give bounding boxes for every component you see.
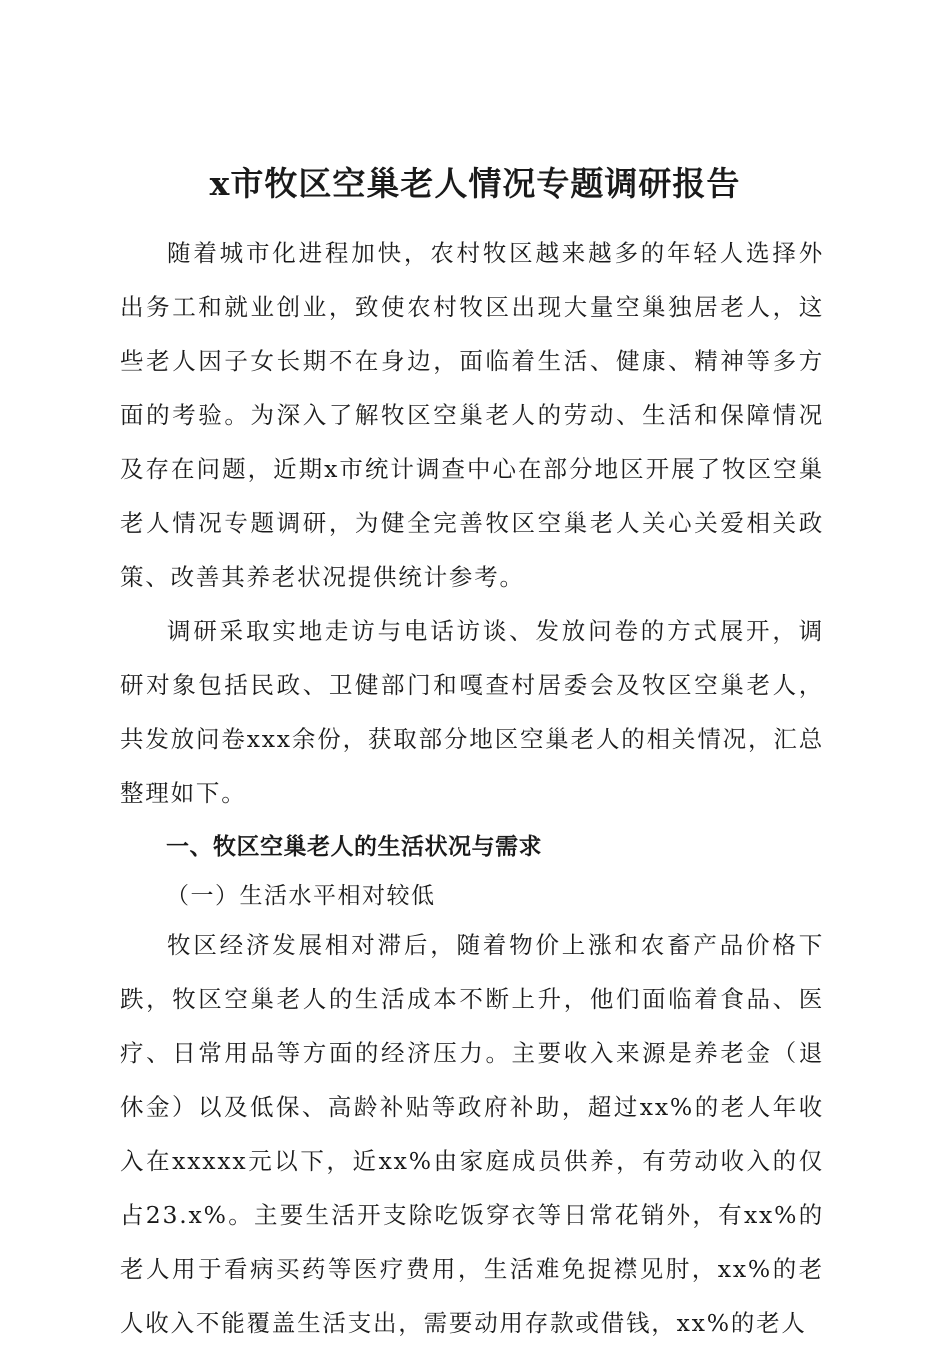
method-paragraph: 调研采取实地走访与电话访谈、发放问卷的方式展开，调研对象包括民政、卫健部门和嘎查村居委会及牧区空巢老人，共发放问卷xxx余份，获取部分地区空巢老人的相关情况，汇总整理如下。 [120,617,824,807]
intro-paragraph: 随着城市化进程加快，农村牧区越来越多的年轻人选择外出务工和就业创业，致使农村牧区出现大量空巢独居老人，这些老人因子女长期不在身边，面临着生活、健康、精神等多方面的考验。为深入了解牧区空巢老人的劳动、生活和保障情况及存在问题，近期x市统计调查中心在部分地区开展了牧区空巢老人情况专题调研，为健全完善牧区空巢老人关心关爱相关政策、改善其养老状况提供统计参考。 [120,239,824,591]
document-title: x市牧区空巢老人情况专题调研报告 [209,164,741,204]
section-heading: 一、牧区空巢老人的生活状况与需求 [166,834,542,860]
living-standard-paragraph: 牧区经济发展相对滞后，随着物价上涨和农畜产品价格下跌，牧区空巢老人的生活成本不断上升，他们面临着食品、医疗、日常用品等方面的经济压力。主要收入来源是养老金（退休金）以及低保、高龄补贴等政府补助，超过xx%的老人年收入在xxxxx元以下，近xx%由家庭成员供养，有劳动收入的仅占23.x%。主要生活开支除吃饭穿衣等日常花销外，有xx%的老人用于看病买药等医疗费用，生活难免捉襟见肘，xx%的老人收入不能覆盖生活支出，需要动用存款或借钱，xx%的老人 [120,931,824,1337]
document-body [120,226,824,1350]
subsection-heading: （一）生活水平相对较低 [166,883,436,909]
